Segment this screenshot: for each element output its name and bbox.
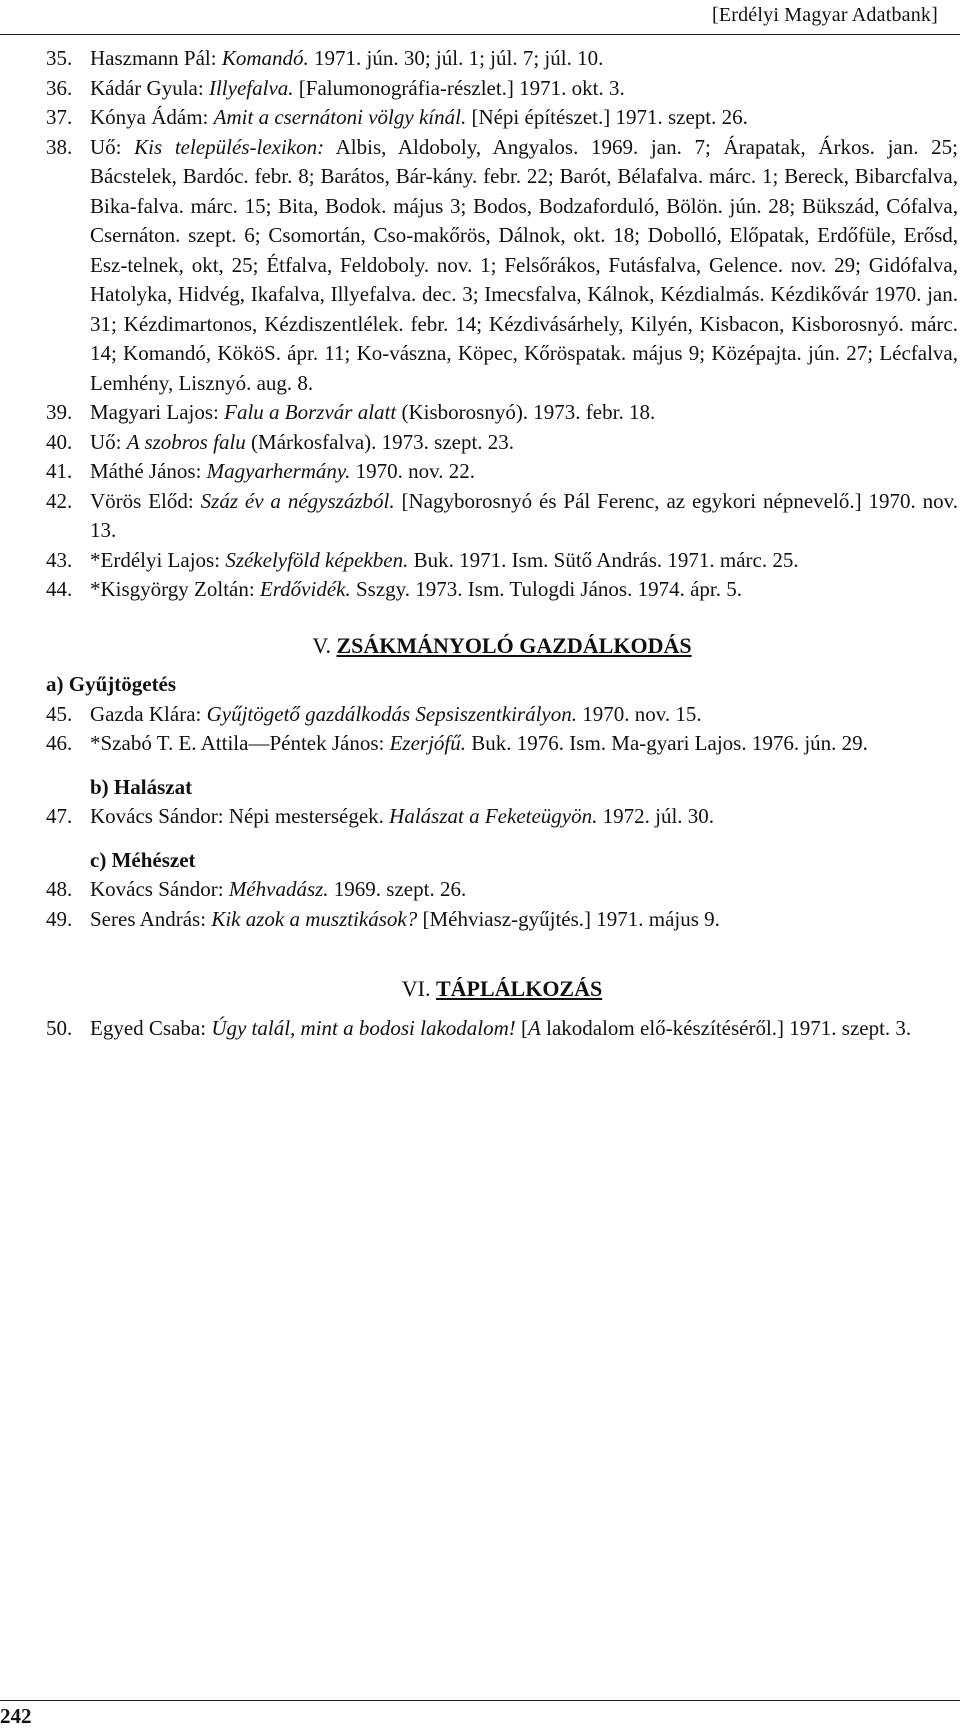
entry-segment: 1972. júl. 30. [597,804,715,828]
entry-list-top [46,44,958,605]
entry-title: Székelyföld képekben. [225,547,409,572]
document-body [46,44,958,1043]
entry-segment: [ [515,1015,529,1040]
entry-text [90,44,958,74]
subsection-heading-c: c) Méhészet [90,847,196,872]
entry-number: 36. [46,75,73,100]
entry-text [90,575,958,605]
bibliography-entry [46,74,958,104]
entry-number: 49. [46,906,73,931]
entry-number: 40. [46,429,73,454]
entry-segment: *Erdélyi Lajos: [90,547,226,572]
entry-number: 47. [46,804,73,828]
bibliography-entry [46,1014,958,1044]
entry-text [90,428,958,458]
entry-segment: Sszgy. 1973. Ism. Tulogdi János. 1974. ápr. 5. [350,577,742,601]
section-title: TÁPLÁLKOZÁS [435,976,603,1001]
entry-segment: lakodalom elő-készítéséről.] 1971. szept. 3. [540,1015,912,1040]
entry-segment: Haszmann Pál: [90,46,222,70]
entry-title: Komandó. [221,46,309,70]
section-heading-vi [46,974,958,1004]
bibliography-entry [46,487,958,546]
entry-segment: 1971. jún. 30; júl. 1; júl. 7; júl. 10. [308,46,604,70]
entry-text [90,546,958,576]
entry-segment: Uő: [90,429,127,454]
entry-segment: Gazda Klára: [90,701,207,726]
entry-segment: (Kisborosnyó). 1973. febr. 18. [396,400,656,424]
entry-segment: [Falumonográfia-részlet.] 1971. okt. 3. [293,75,625,100]
entry-segment: Egyed Csaba: [90,1015,212,1040]
entry-list-c [46,875,958,934]
entry-segment: (Márkosfalva). 1973. szept. 23. [245,429,515,454]
entry-segment: *Szabó T. E. Attila—Péntek János: [90,731,390,755]
bibliography-entry [46,575,958,605]
bibliography-entry [46,875,958,905]
entry-segment: Kónya Ádám: [90,105,214,129]
header-rule [0,34,960,35]
entry-segment: [Méhviasz-gyűjtés.] 1971. május 9. [417,906,720,931]
entry-number: 41. [46,459,73,483]
entry-segment: *Kisgyörgy Zoltán: [90,577,260,601]
entry-list-a [46,700,958,759]
entry-title: Magyarhermány. [206,459,351,483]
footer-rule [0,1700,960,1701]
entry-segment: 1970. nov. 15. [576,701,702,726]
bibliography-entry [46,44,958,74]
entry-text [90,457,958,487]
bibliography-entry [46,398,958,428]
bibliography-entry [46,905,958,935]
entry-title: Illyefalva. [208,75,294,100]
entry-title: Kis település-lexikon: [134,134,325,159]
entry-title: Falu a Borzvár alatt [224,400,397,424]
entry-text [90,905,958,935]
entry-number: 50. [46,1015,73,1040]
entry-number: 42. [46,488,73,513]
entry-title: A [528,1015,541,1040]
entry-segment: Kovács Sándor: [90,877,229,901]
entry-number: 46. [46,731,73,755]
entry-segment: [Nagyborosnyó és Pál Ferenc, az egykori népnevelő.] 1970. nov. 13. [90,488,959,542]
bibliography-entry [46,700,958,730]
section-roman: V. [312,632,331,658]
bibliography-entry [46,729,958,759]
subsection-heading-a: a) Gyűjtögetés [46,672,177,696]
entry-text [90,700,958,730]
entry-segment: Kovács Sándor: Népi mesterségek. [90,804,390,828]
section-title: ZSÁKMÁNYOLÓ GAZDÁLKODÁS [336,632,692,658]
entry-segment: 1969. szept. 26. [328,877,467,901]
bibliography-entry [46,802,958,832]
entry-segment: Vörös Előd: [90,488,201,513]
entry-number: 45. [46,701,73,726]
entry-number: 37. [46,105,73,129]
bibliography-entry [46,546,958,576]
entry-number: 39. [46,400,73,424]
entry-segment: Máthé János: [90,459,207,483]
entry-title: A szobros falu [126,429,246,454]
entry-segment: Magyari Lajos: [90,400,225,424]
entry-number: 35. [46,46,73,70]
entry-title: Kik azok a musztikások? [211,906,418,931]
entry-title: Halászat a Feketeügyön. [389,804,598,828]
entry-title: Amit a csernátoni völgy kínál. [213,105,467,129]
entry-text [90,802,958,832]
entry-segment: Albis, Aldoboly, Angyalos. 1969. jan. 7; Árapatak, Árkos. jan. 25; Bácstelek, Bardóc. febr. 8; Barátos, Bár-kány. febr. 22; Barót, Bélafalva. márc. 1; Bereck, Bibarcfalva, Bika-falva. márc. 15; Bita, Bodok. május 3; Bodos, Bodzaforduló, Bölön. jún. 28; Bükszád, Cófalva, Csernáton. szept. 6; Csomortán, Cso-makőrös, Dálnok, okt. 18; Dobolló, Előpatak, Erdőfüle, Erősd, Esz-telnek, okt, 25; Étfalva, Feldoboly. nov. 1; Felsőrákos, Futásfalva, Gelence. nov. 29; Gidófalva, Hatolyka, Hidvég, Ikafalva, Illyefalva. dec. 3; Imecsfalva, Kálnok, Kézdialmás. Kézdikővár 1970. jan. 31; Kézdimartonos, Kézdiszentlélek. febr. 14; Kézdivásárhely, Kilyén, Kisbacon, Kisborosnyó. márc. 14; Komandó, KököS. ápr. 11; Ko-vászna, Köpec, Kőröspatak. május 9; Középajta. jún. 27; Lécfalva, Lemhény, Lisznyó. aug. 8. [90,134,958,395]
entry-title: Gyűjtögető gazdálkodás Sepsiszentkirályon. [206,701,577,726]
entry-text [90,133,958,399]
entry-list-6 [46,1014,958,1044]
entry-segment: [Népi építészet.] 1971. szept. 26. [466,105,748,129]
section-roman: VI. [401,976,431,1001]
entry-segment: 1970. nov. 22. [350,459,475,483]
bibliography-entry [46,457,958,487]
entry-title: Erdővidék. [259,577,351,601]
entry-text [90,1014,958,1044]
entry-segment: Uő: [90,134,135,159]
bibliography-entry [46,133,958,399]
entry-text [90,103,958,133]
bibliography-entry [46,103,958,133]
entry-title: Száz év a négyszázból. [200,488,395,513]
section-heading-v [46,631,958,661]
entry-segment: Buk. 1971. Ism. Sütő András. 1971. márc. 25. [408,547,799,572]
entry-text [90,487,958,546]
page-number: 242 [0,1704,32,1728]
bibliography-entry [46,428,958,458]
entry-text [90,729,958,759]
entry-text [90,398,958,428]
entry-segment: Buk. 1976. Ism. Ma-gyari Lajos. 1976. jún. 29. [466,731,868,755]
entry-text [90,74,958,104]
entry-number: 38. [46,134,73,159]
entry-title: Ezerjófű. [389,731,467,755]
entry-number: 48. [46,877,73,901]
subsection-heading-b: b) Halászat [90,774,193,799]
entry-number: 43. [46,547,73,572]
entry-title: Méhvadász. [228,877,329,901]
entry-title: Úgy talál, mint a bodosi lakodalom! [211,1015,516,1040]
entry-list-b [46,802,958,832]
entry-number: 44. [46,577,73,601]
source-header: [Erdélyi Magyar Adatbank] [711,4,938,26]
entry-segment: Kádár Gyula: [90,75,209,100]
entry-text [90,875,958,905]
entry-segment: Seres András: [90,906,212,931]
